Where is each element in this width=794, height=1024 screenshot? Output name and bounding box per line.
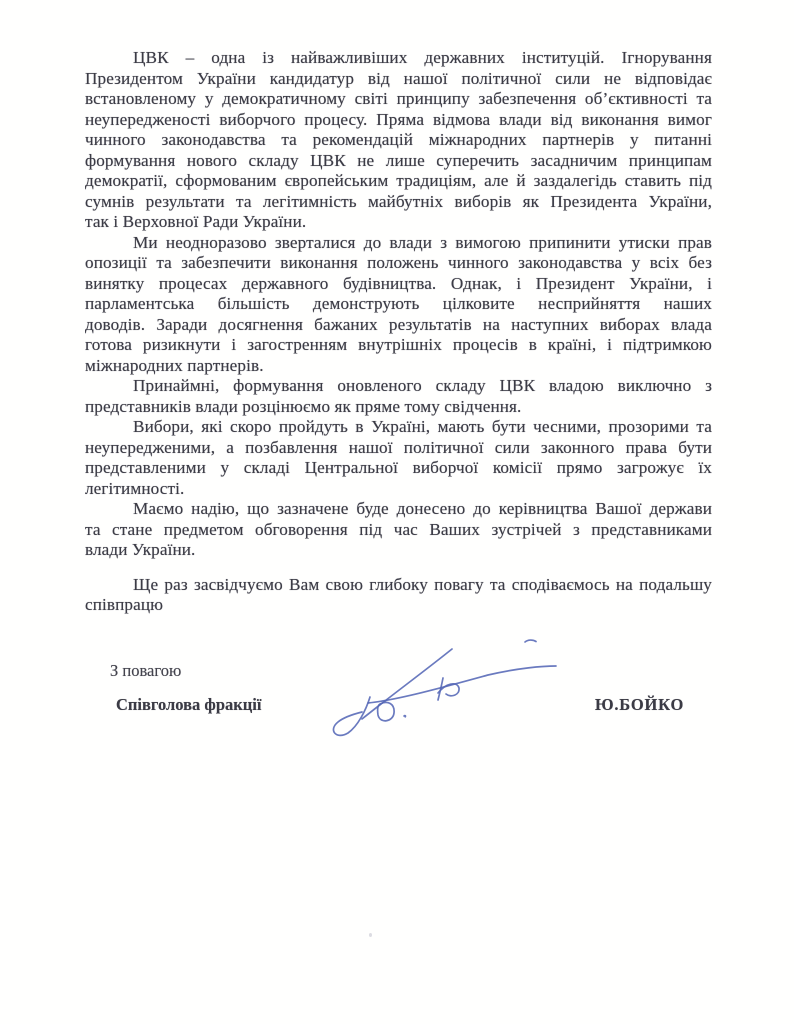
letter-line: представників влади розцінюємо як пряме тому свідчення. [85, 396, 522, 416]
letter-line: формування нового складу ЦВК не лише суперечить засадничим принципам [85, 150, 712, 170]
letter-line: встановленому у демократичному світі принципу забезпечення об’єктивності та [85, 89, 712, 108]
signer-title: Співголова фракції [116, 695, 262, 714]
letter-line: винятку процесах державного будівництва. Однак, і Президент України, і [85, 273, 712, 293]
letter-line: Президентом України кандидатур від нашої політичної сили не відповідає [85, 68, 712, 88]
scan-artifact-speck [369, 933, 372, 937]
letter-line: легітимності. [85, 478, 185, 498]
letter-line: та стане предметом обговорення під час Ваших зустрічей з представниками [85, 519, 712, 539]
letter-line: готова ризикнути і загостренням внутрішніх процесів в країні, і підтримкою [85, 335, 712, 354]
letter-line: демократії, сформованим європейським традиціям, але й заздалегідь ставить під [85, 171, 712, 190]
letter-line: опозиції та забезпечити виконання положень чинного законодавства у всіх без [85, 253, 712, 272]
letter-line: міжнародних партнерів. [85, 355, 264, 375]
handwritten-signature-icon [318, 628, 558, 748]
letter-line: парламентська більшість демонструють цілковите несприйняття наших [85, 294, 712, 313]
letter-line: неупередженими, а позбавлення нашої політичної сили законного права бути [85, 437, 712, 457]
letter-line: доводів. Заради досягнення бажаних результатів на наступних виборах влада [85, 314, 712, 334]
letter-line: Ми неодноразово зверталися до влади з вимогою припинити утиски прав [133, 232, 712, 252]
closing-salutation: З повагою [110, 661, 182, 680]
signer-name: Ю.БОЙКО [595, 695, 685, 714]
letter-line: Ще раз засвідчуємо Вам свою глибоку повагу та сподіваємось на подальшу [133, 574, 712, 594]
letter-line: представленими у складі Центральної виборчої комісії прямо загрожує їх [85, 458, 712, 477]
letter-body [85, 48, 712, 616]
letter-line: співпрацю [85, 595, 164, 614]
letter-line: Вибори, які скоро пройдуть в Україні, мають бути чесними, прозорими та [133, 417, 712, 436]
letter-line: Маємо надію, що зазначене буде донесено до керівництва Вашої держави [133, 499, 712, 518]
letter-line: ЦВК – одна із найважливіших державних інституцій. Ігнорування [133, 48, 712, 67]
letter-line: так і Верховної Ради України. [85, 212, 307, 231]
letter-line: влади України. [85, 540, 196, 559]
letter-line: сумнів результати та легітимність майбутніх виборів як Президента України, [85, 191, 712, 211]
letter-line: неупередженості виборчого процесу. Пряма відмова влади від виконання вимог [85, 109, 712, 129]
letter-line: чинного законодавства та рекомендацій міжнародних партнерів у питанні [85, 130, 712, 149]
letter-line: Принаймні, формування оновленого складу ЦВК владою виключно з [133, 376, 712, 395]
